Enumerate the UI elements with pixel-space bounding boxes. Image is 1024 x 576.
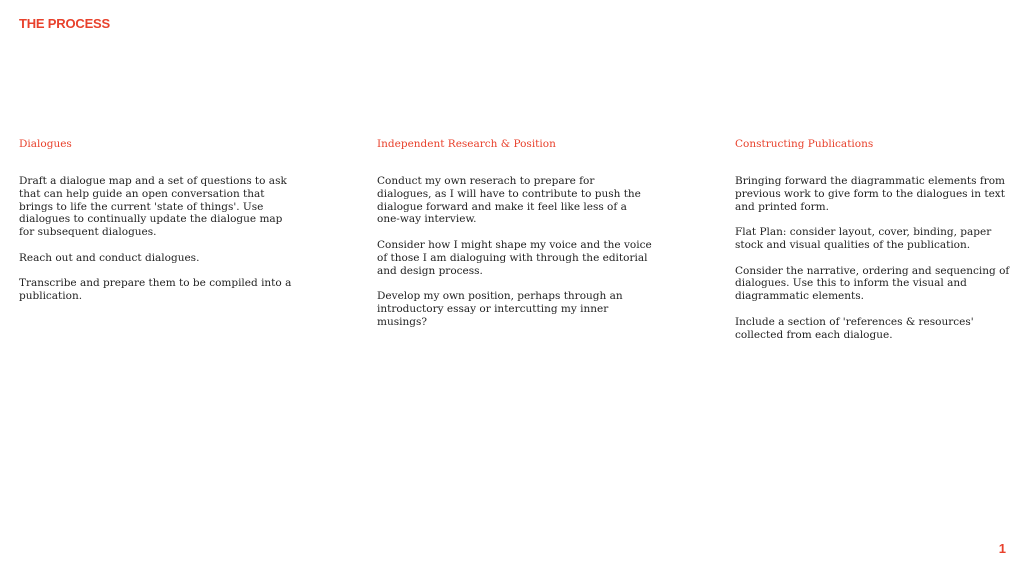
column-constructing-publications [735,137,1010,354]
paragraph: Conduct my own reserach to prepare for dialogues, as I will have to contribute to push the dialogue forward and make it feel like less of a one-way interview. [377,175,641,226]
column-body [377,175,652,329]
column-dialogues [19,137,294,316]
page-title: THE PROCESS [19,16,110,31]
paragraph: Flat Plan: consider layout, cover, binding, paper stock and visual qualities of the publication. [735,226,992,251]
paragraph: Consider the narrative, ordering and sequencing of dialogues. Use this to inform the visual and diagrammatic elements. [735,264,1010,303]
column-body [735,175,1010,341]
paragraph: Reach out and conduct dialogues. [19,251,200,264]
column-independent-research [377,137,652,341]
column-heading: Constructing Publications [735,138,874,150]
column-heading: Independent Research & Position [377,138,556,150]
paragraph: Bringing forward the diagrammatic elements from previous work to give form to the dialogues in text and printed form. [735,175,1006,213]
page-number: 1 [998,541,1006,556]
paragraph: Consider how I might shape my voice and the voice of those I am dialoguing with through the editorial and design process. [377,238,652,277]
column-body [19,175,294,303]
paragraph: Develop my own position, perhaps through an introductory essay or intercutting my inner musings? [377,290,623,328]
paragraph: Include a section of 'references & resources' collected from each dialogue. [735,315,974,341]
column-heading: Dialogues [19,138,72,150]
paragraph: Draft a dialogue map and a set of questions to ask that can help guide an open conversation that brings to life the current 'state of things'. Use dialogues to continually update the dialogue map for subsequent dialogues. [19,175,287,239]
paragraph: Transcribe and prepare them to be compiled into a publication. [19,277,292,303]
